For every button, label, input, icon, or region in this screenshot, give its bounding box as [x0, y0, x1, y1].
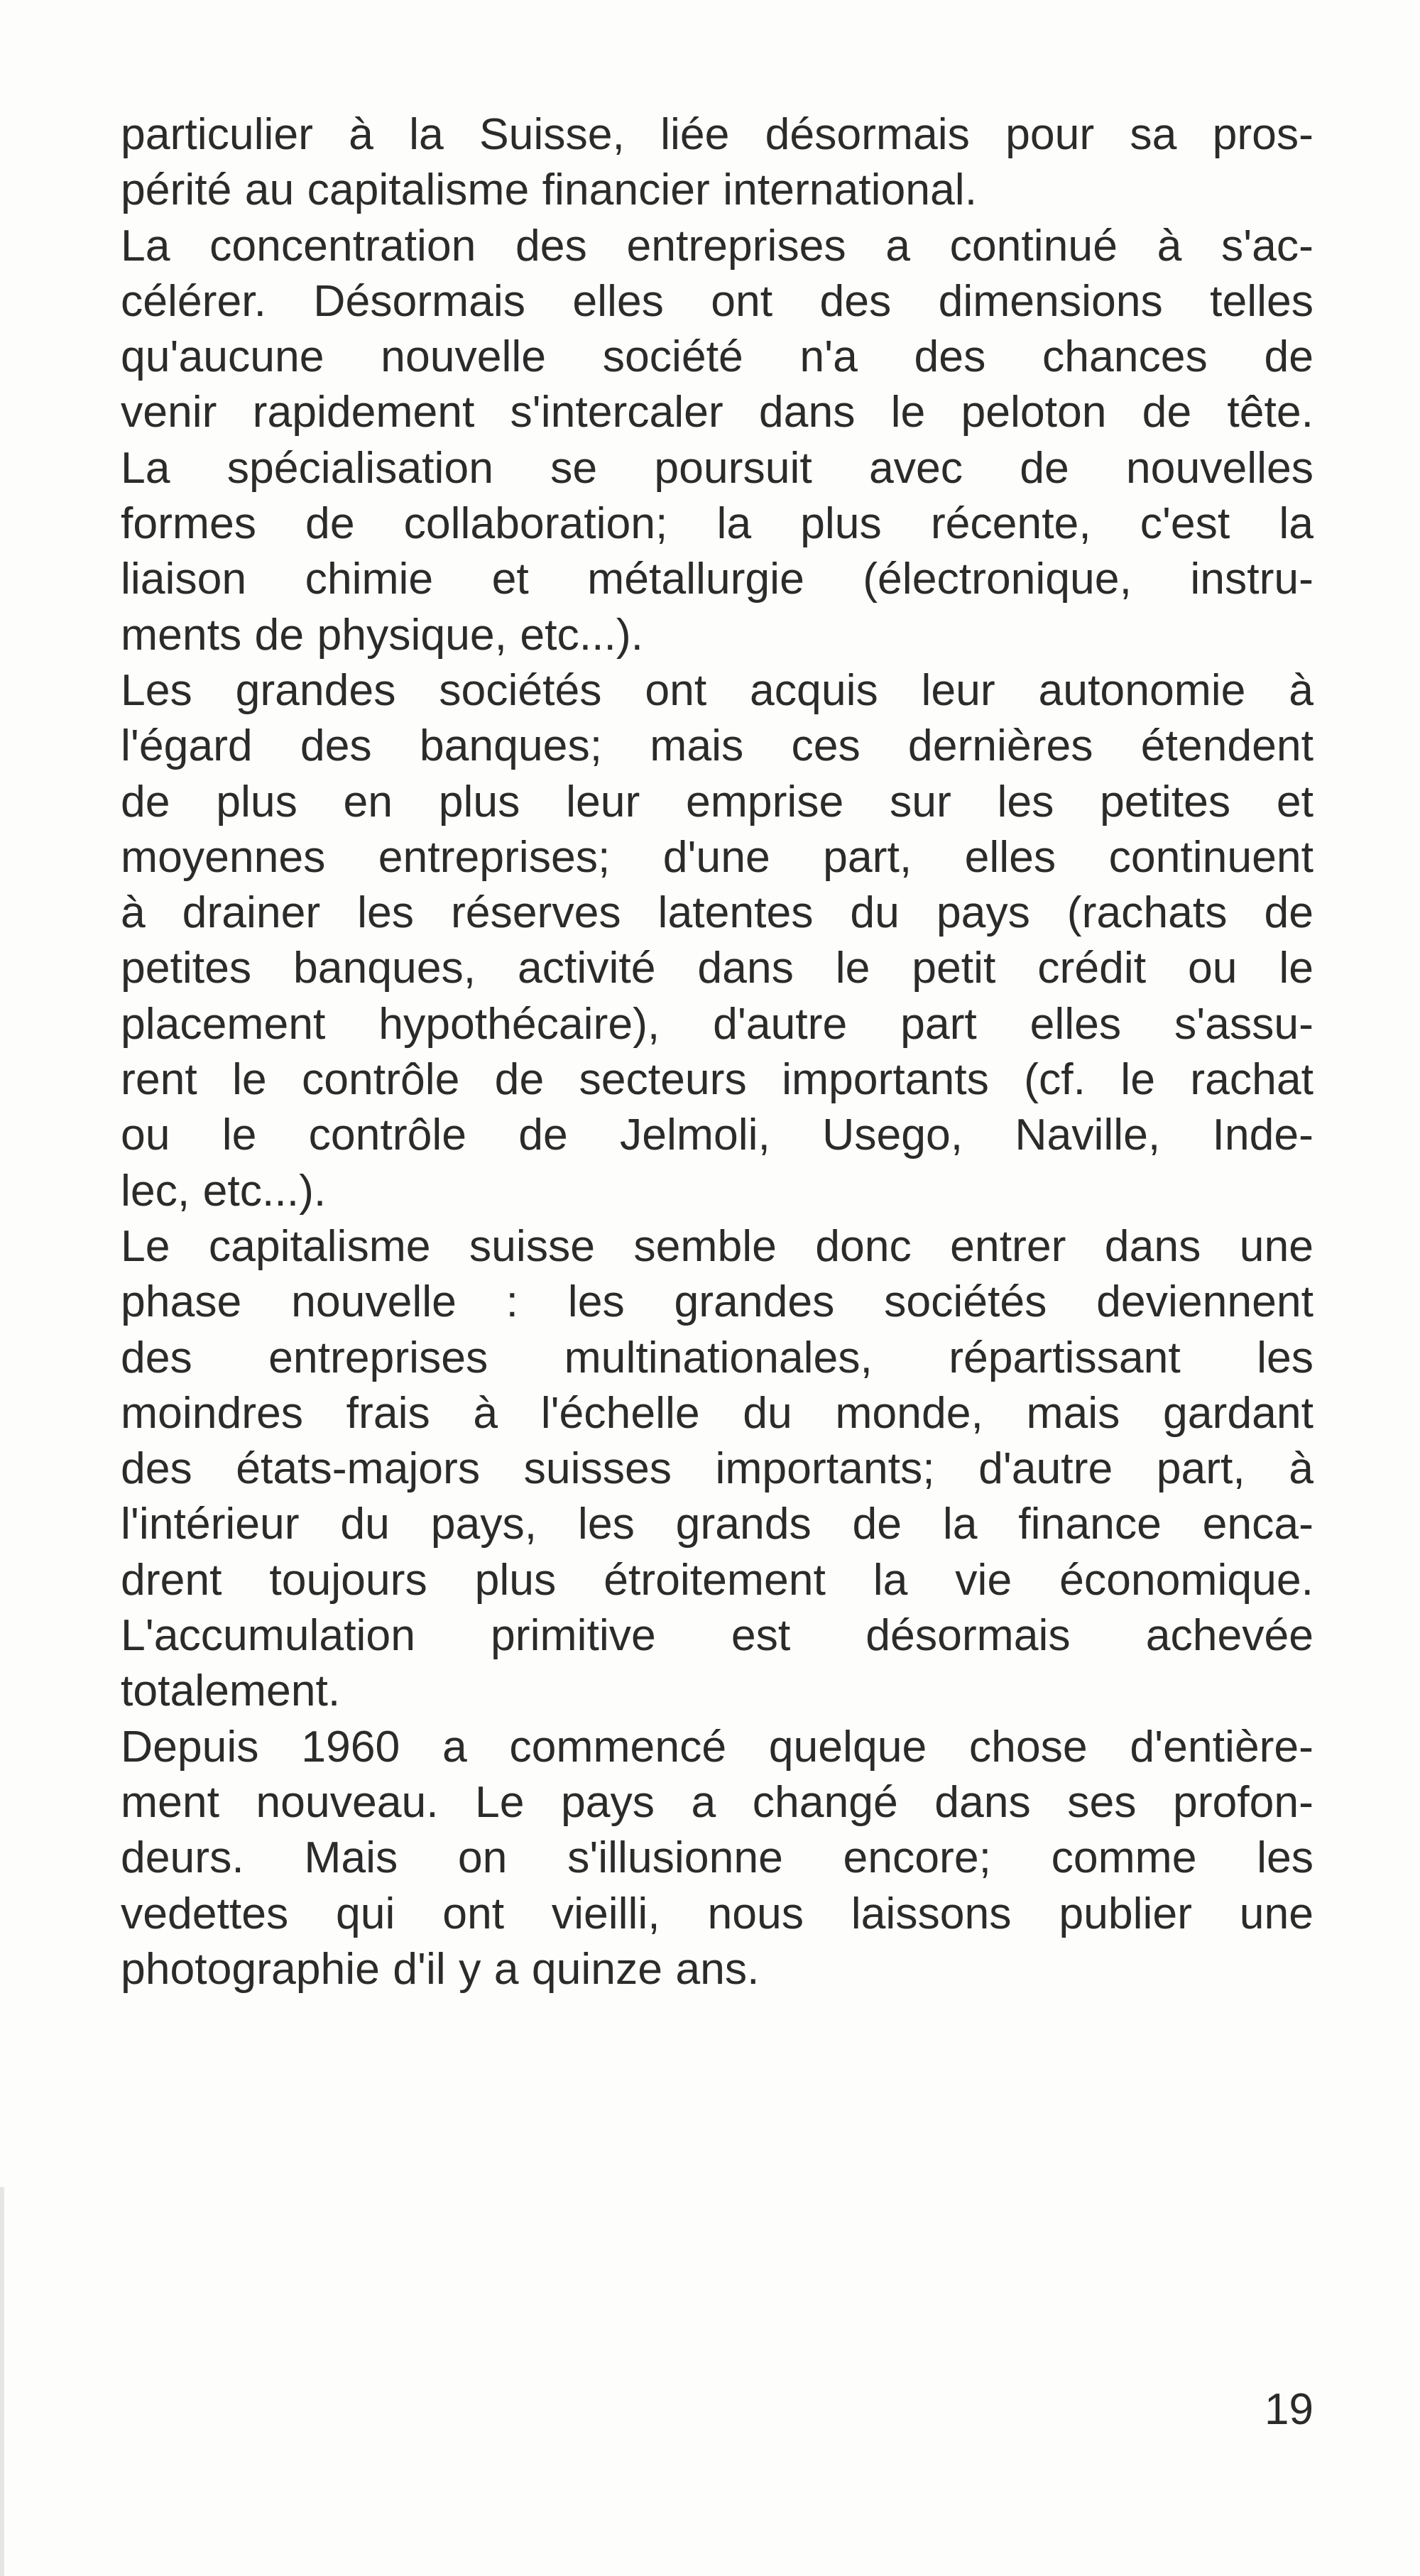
- text-line: drent toujours plus étroitement la vie économique.: [121, 1554, 1314, 1605]
- text-line: qu'aucune nouvelle société n'a des chances de: [121, 332, 1314, 382]
- text-line: rent le contrôle de secteurs importants (cf. le rachat: [121, 1054, 1314, 1105]
- text-line: photographie d'il y a quinze ans.: [121, 1943, 760, 1994]
- text-line: deurs. Mais on s'illusionne encore; comme les: [121, 1833, 1314, 1883]
- text-line: moyennes entreprises; d'une part, elles continuent: [121, 831, 1314, 882]
- text-line: l'égard des banques; mais ces dernières étendent: [121, 721, 1314, 771]
- text-line: phase nouvelle : les grandes sociétés deviennent: [121, 1277, 1314, 1327]
- text-line: l'intérieur du pays, les grands de la finance enca-: [121, 1499, 1314, 1549]
- text-line: La concentration des entreprises a continué à s'ac-: [121, 220, 1314, 271]
- body-text: [121, 107, 1314, 1997]
- text-line: célérer. Désormais elles ont des dimensions telles: [121, 275, 1314, 326]
- text-line: moindres frais à l'échelle du monde, mais gardant: [121, 1387, 1314, 1438]
- text-line: Depuis 1960 a commencé quelque chose d'entière-: [121, 1721, 1314, 1772]
- text-line: L'accumulation primitive est désormais achevée: [121, 1610, 1314, 1661]
- text-line: formes de collaboration; la plus récente, c'est la: [121, 498, 1314, 549]
- page-number: 19: [1265, 2385, 1314, 2434]
- text-line: des états-majors suisses importants; d'autre part, à: [121, 1443, 1314, 1494]
- text-line: Les grandes sociétés ont acquis leur autonomie à: [121, 665, 1314, 715]
- text-line: La spécialisation se poursuit avec de nouvelles: [121, 442, 1314, 493]
- text-line: Le capitalisme suisse semble donc entrer dans une: [121, 1221, 1314, 1271]
- text-line: à drainer les réserves latentes du pays (rachats de: [121, 888, 1314, 938]
- text-line: totalement.: [121, 1666, 341, 1716]
- text-line: des entreprises multinationales, répartissant les: [121, 1332, 1314, 1382]
- text-line: lec, etc...).: [121, 1165, 327, 1216]
- text-line: liaison chimie et métallurgie (électronique, instru-: [121, 554, 1314, 604]
- text-line: ment nouveau. Le pays a changé dans ses profon-: [121, 1777, 1314, 1827]
- text-line: de plus en plus leur emprise sur les petites et: [121, 776, 1314, 826]
- text-line: placement hypothécaire), d'autre part elles s'assu-: [121, 998, 1314, 1049]
- text-line: petites banques, activité dans le petit crédit ou le: [121, 943, 1314, 993]
- text-line: ou le contrôle de Jelmoli, Usego, Naville, Inde-: [121, 1110, 1314, 1160]
- margin-edge-shadow: [0, 2187, 4, 2576]
- text-line: ments de physique, etc...).: [121, 609, 644, 660]
- text-line: venir rapidement s'intercaler dans le peloton de tête.: [121, 387, 1314, 437]
- text-line: particulier à la Suisse, liée désormais pour sa pros-: [121, 109, 1314, 159]
- text-line: vedettes qui ont vieilli, nous laissons publier une: [121, 1888, 1314, 1938]
- text-line: périté au capitalisme financier international.: [121, 165, 978, 215]
